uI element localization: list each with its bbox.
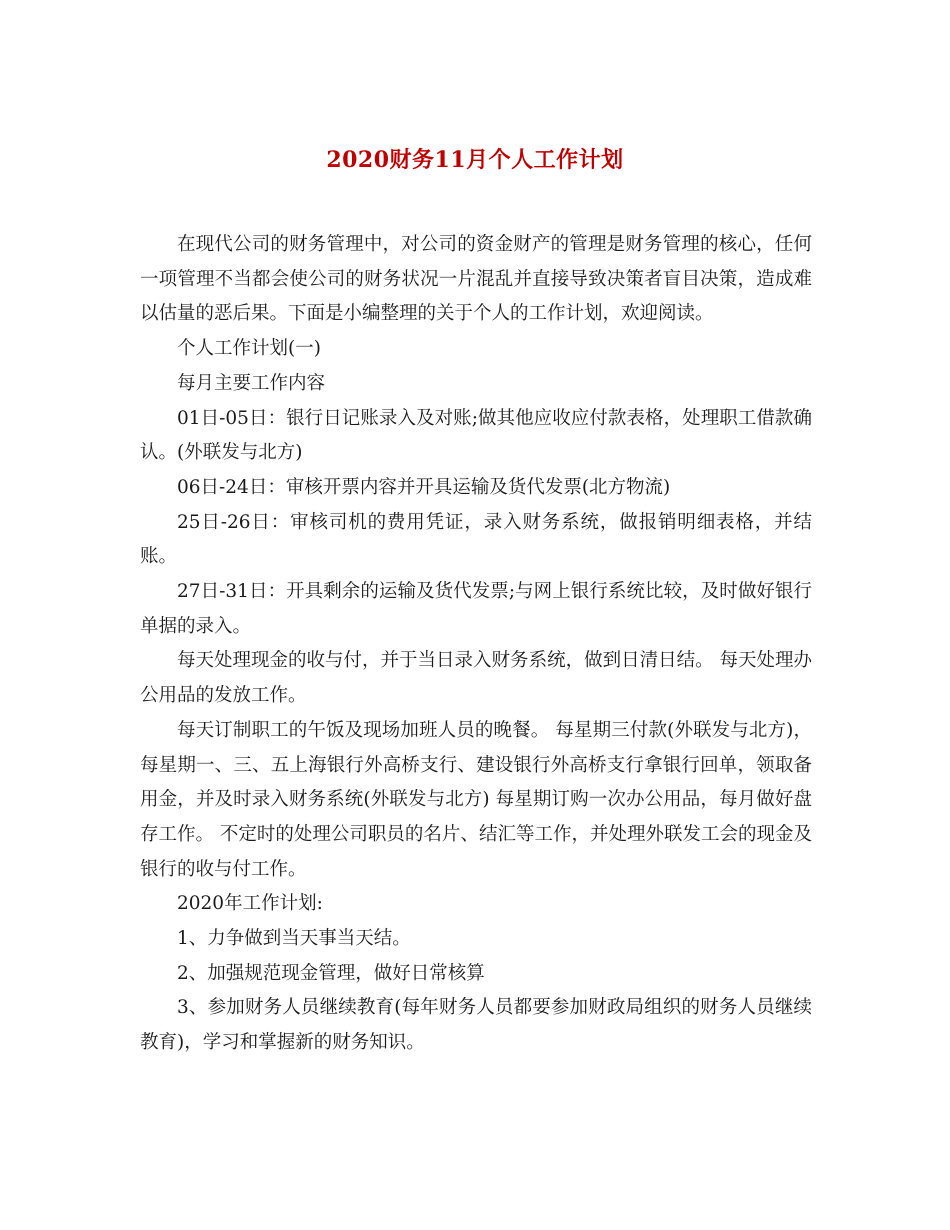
document-title: 2020财务11月个人工作计划 (326, 147, 624, 173)
paragraph-plan-heading: 个人工作计划(一) (177, 338, 321, 360)
paragraph-intro: 在现代公司的财务管理中，对公司的资金财产的管理是财务管理的核心，任何一项管理不当都会使公司的财务状况一片混乱并直接导致决策者盲目决策，造成难以估量的恶后果。下面是小编整理的关于个人的工作计划，欢迎阅读。 (140, 234, 812, 325)
document-body (140, 228, 812, 1061)
paragraph-day-06-24: 06日-24日：审核开票内容并开具运输及货代发票(北方物流) (177, 476, 671, 498)
paragraph-daily-meals: 每天订制职工的午饭及现场加班人员的晚餐。 每星期三付款(外联发与北方)， 每星期一、三、五上海银行外高桥支行、建设银行外高桥支行拿银行回单，领取备用金，并及时录入财务系统(外联发与北方) 每星期订购一次办公用品，每月做好盘存工作。 不定时的处理公司职员的名片、结汇等工作，并处理外联发工会的现金及银行的收与付工作。 (140, 719, 812, 880)
paragraph-plan-item-2: 2、加强规范现金管理，做好日常核算 (177, 962, 485, 984)
paragraph-day-01-05: 01日-05日：银行日记账录入及对账;做其他应收应付款表格，处理职工借款确认。(外联发与北方) (140, 407, 812, 464)
paragraph-plan-item-1: 1、力争做到当天事当天结。 (177, 928, 411, 950)
paragraph-day-27-31: 27日-31日：开具剩余的运输及货代发票;与网上银行系统比较，及时做好银行单据的录入。 (140, 581, 812, 637)
paragraph-2020-plan-heading: 2020年工作计划: (177, 893, 323, 915)
paragraph-plan-item-3: 3、参加财务人员继续教育(每年财务人员都要参加财政局组织的财务人员继续教育)，学习和掌握新的财务知识。 (140, 997, 812, 1054)
paragraph-monthly-heading: 每月主要工作内容 (177, 372, 326, 394)
paragraph-day-25-26: 25日-26日：审核司机的费用凭证，录入财务系统，做报销明细表格，并结账。 (140, 511, 812, 568)
paragraph-daily-cash: 每天处理现金的收与付，并于当日录入财务系统，做到日清日结。 每天处理办公用品的发放工作。 (140, 650, 812, 707)
